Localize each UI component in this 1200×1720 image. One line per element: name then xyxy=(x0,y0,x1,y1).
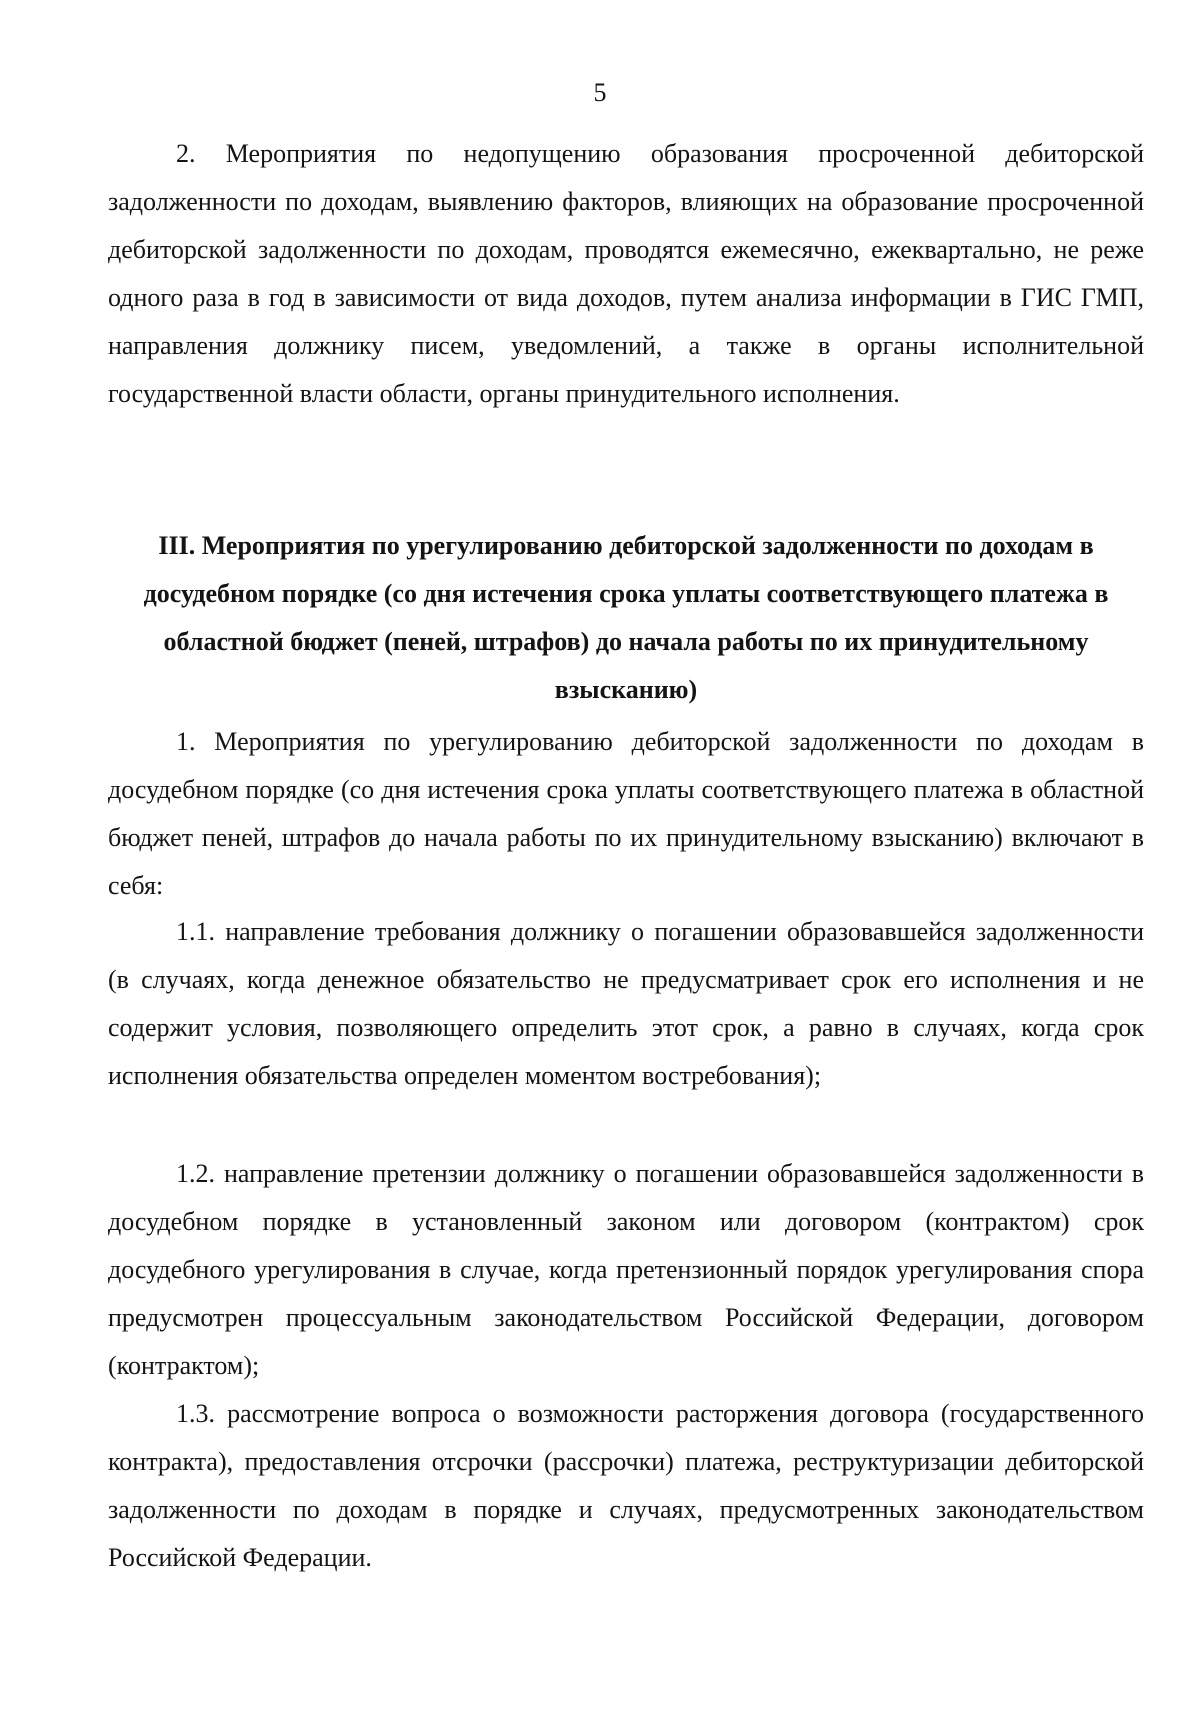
section-3-heading xyxy=(108,522,1144,714)
section-3-item-1-2 xyxy=(108,1150,1144,1390)
section-3-item-1-3 xyxy=(108,1390,1144,1582)
paragraph-text: 1.2. направление претензии должнику о погашении образовавшейся задолженности в досудебном порядке в установленный законом или договором (контрактом) срок досудебного урегулирования в случае, когда претензионный порядок урегулирования спора предусмотрен процессуальным законодательством Российской Федерации, договором (контрактом); xyxy=(108,1159,1144,1380)
paragraph-2 xyxy=(108,130,1144,418)
paragraph-text: 2. Мероприятия по недопущению образования просроченной дебиторской задолженности по доходам, выявлению факторов, влияющих на образование просроченной дебиторской задолженности по доходам, проводятся ежемесячно, ежеквартально, не реже одного раза в год в зависимости от вида доходов, путем анализа информации в ГИС ГМП, направления должнику писем, уведомлений, а также в органы исполнительной государственной власти области, органы принудительного исполнения. xyxy=(108,139,1144,408)
section-3-paragraph-1 xyxy=(108,718,1144,910)
paragraph-text: 1.1. направление требования должнику о погашении образовавшейся задолженности (в случаях, когда денежное обязательство не предусматривает срок его исполнения и не содержит условия, позволяющего определить этот срок, а равно в случаях, когда срок исполнения обязательства определен моментом востребования); xyxy=(108,917,1144,1090)
section-heading-text: III. Мероприятия по урегулированию дебиторской задолженности по доходам в досудебном порядке (со дня истечения срока уплаты соответствующего платежа в областной бюджет (пеней, штрафов) до начала работы по их принудительному взысканию) xyxy=(143,531,1109,704)
paragraph-text: 1. Мероприятия по урегулированию дебиторской задолженности по доходам в досудебном порядке (со дня истечения срока уплаты соответствующего платежа в областной бюджет пеней, штрафов до начала работы по их принудительному взысканию) включают в себя: xyxy=(108,727,1144,900)
page-number: 5 xyxy=(593,78,607,107)
section-3-item-1-1 xyxy=(108,908,1144,1100)
paragraph-text: 1.3. рассмотрение вопроса о возможности расторжения договора (государственного контракта), предоставления отсрочки (рассрочки) платежа, реструктуризации дебиторской задолженности по доходам в порядке и случаях, предусмотренных законодательством Российской Федерации. xyxy=(108,1399,1144,1572)
